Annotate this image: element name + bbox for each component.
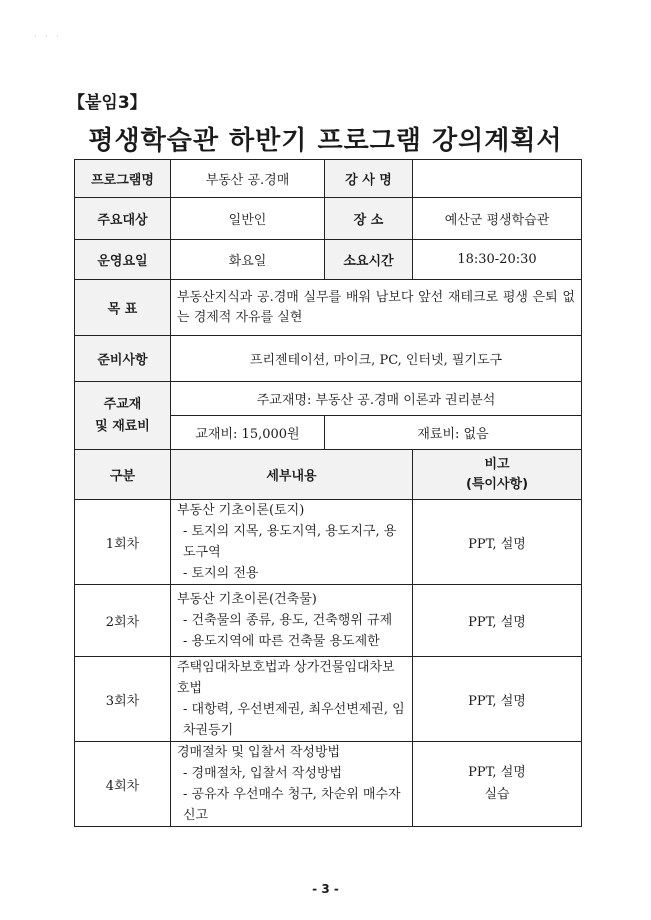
- session-title: 주택임대차보호법과 상가건물임대차보호법: [177, 660, 395, 696]
- session-label: 4회차: [75, 742, 171, 827]
- schedule-header-row: [75, 450, 582, 500]
- session-title: 경매절차 및 입찰서 작성방법: [177, 745, 341, 760]
- session-note-line-1: PPT, 설명: [468, 615, 526, 630]
- row-program: [75, 160, 582, 198]
- session-details: [171, 657, 413, 742]
- time-value: 18:30-20:30: [413, 240, 582, 280]
- page-title: 평생학습관 하반기 프로그램 강의계획서: [88, 126, 563, 156]
- session-item: - 토지의 지목, 용도지역, 용도지구, 용도구역: [183, 524, 397, 560]
- goal-value: 부동산지식과 공.경매 실무를 배워 남보다 앞선 재테크로 평생 은퇴 없는 경제적 자유를 실현: [171, 280, 582, 336]
- material-label: [75, 382, 171, 450]
- page-number: - 3 -: [312, 882, 339, 896]
- session-item: - 대항력, 우선변제권, 최우선변제권, 임차권등기: [183, 702, 405, 738]
- header-notes-line-2: (특이사항): [465, 476, 529, 492]
- program-label: 프로그램명: [75, 160, 171, 198]
- row-goal: [75, 280, 582, 336]
- material-label-line-1: 주교재: [103, 396, 142, 412]
- prep-value: 프리젠테이션, 마이크, PC, 인터넷, 필기도구: [171, 336, 582, 382]
- session-details: [171, 500, 413, 585]
- scan-artifact: · · ·: [34, 32, 62, 41]
- header-notes-line-1: 비고: [484, 456, 510, 472]
- session-label: 3회차: [75, 657, 171, 742]
- session-note: [413, 585, 582, 657]
- session-label: 1회차: [75, 500, 171, 585]
- session-note-line-1: PPT, 설명: [468, 693, 526, 709]
- row-target: [75, 198, 582, 240]
- header-category: 구분: [75, 450, 171, 500]
- session-item: - 건축물의 종류, 용도, 건축행위 규제: [183, 613, 393, 628]
- row-day: [75, 240, 582, 280]
- session-details: [171, 742, 413, 827]
- session-note-line-1: PPT, 설명: [468, 765, 526, 780]
- instructor-label: 강 사 명: [325, 160, 413, 198]
- session-note-line-1: PPT, 설명: [468, 536, 526, 552]
- session-item: - 경매절차, 입찰서 작성방법: [183, 766, 343, 781]
- place-label: 장 소: [325, 198, 413, 240]
- session-row: [75, 742, 582, 827]
- session-title: 부동산 기초이론(건축물): [177, 592, 317, 607]
- session-item: - 공유자 우선매수 청구, 차순위 매수자 신고: [183, 787, 401, 823]
- place-value: 예산군 평생학습관: [413, 198, 582, 240]
- row-prep: [75, 336, 582, 382]
- header-details: 세부내용: [171, 450, 413, 500]
- session-label: 2회차: [75, 585, 171, 657]
- day-value: 화요일: [171, 240, 325, 280]
- program-value: 부동산 공.경매: [171, 160, 325, 198]
- textbook-name: 주교재명: 부동산 공.경매 이론과 권리분석: [171, 382, 582, 416]
- session-row: [75, 657, 582, 742]
- textbook-fee: 교재비: 15,000원: [171, 416, 325, 450]
- prep-label: 준비사항: [75, 336, 171, 382]
- session-note-line-2: 실습: [484, 787, 510, 802]
- header-notes: [413, 450, 582, 500]
- session-item: - 토지의 전용: [183, 566, 259, 581]
- session-note: [413, 500, 582, 585]
- session-row: [75, 500, 582, 585]
- session-details: [171, 585, 413, 657]
- attachment-label: 【붙임3】: [68, 93, 147, 113]
- instructor-value: [413, 160, 582, 198]
- target-value: 일반인: [171, 198, 325, 240]
- lecture-plan-table: [74, 159, 582, 827]
- goal-label: 목 표: [75, 280, 171, 336]
- session-note: [413, 742, 582, 827]
- material-label-line-2: 및 재료비: [95, 418, 150, 434]
- time-label: 소요시간: [325, 240, 413, 280]
- target-label: 주요대상: [75, 198, 171, 240]
- material-fee: 재료비: 없음: [325, 416, 582, 450]
- session-row: [75, 585, 582, 657]
- session-title: 부동산 기초이론(토지): [177, 503, 305, 518]
- day-label: 운영요일: [75, 240, 171, 280]
- session-item: - 용도지역에 따른 건축물 용도제한: [183, 634, 380, 649]
- row-material-1: [75, 382, 582, 416]
- session-note: [413, 657, 582, 742]
